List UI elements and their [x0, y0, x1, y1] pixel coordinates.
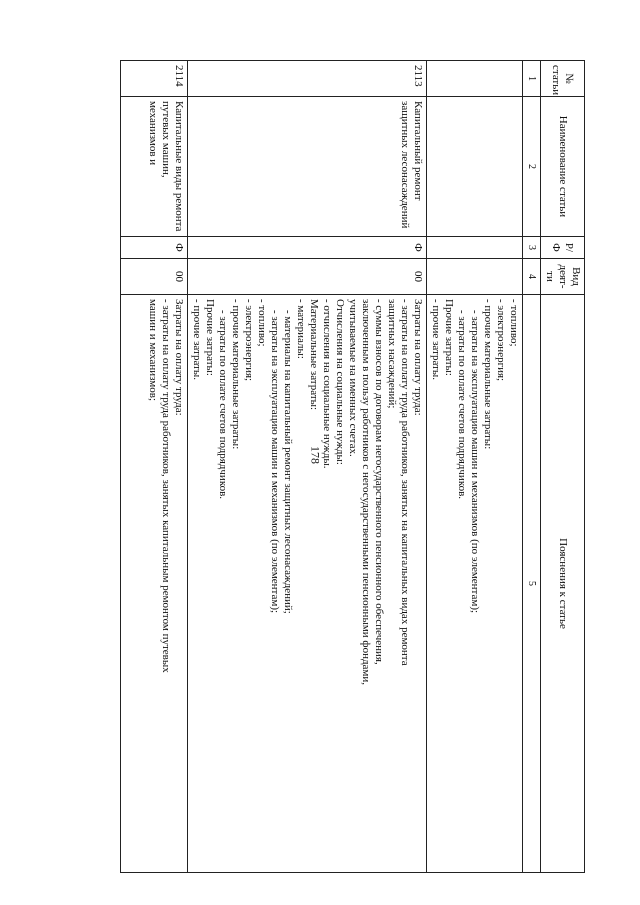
col-number-2: 2 [523, 97, 541, 237]
article-activity: 00 [188, 259, 427, 295]
article-name: Капитальный ремонт защитных лесонасаждений [188, 97, 427, 237]
header-article-name: Наименование статьи [541, 97, 585, 237]
explanation-line: учитываемые на именных счетах. [347, 299, 359, 457]
article-activity [427, 259, 523, 295]
article-rf: Ф [188, 237, 427, 259]
header-article-number: № статьи [541, 61, 585, 97]
articles-table [120, 60, 585, 873]
explanation-line: - прочие затраты. [430, 299, 442, 380]
explanation-line: Прочие затраты: [443, 299, 455, 376]
article-explanation [427, 295, 523, 873]
explanation-line: Прочие затраты: [204, 299, 216, 376]
article-rf: Ф [121, 237, 188, 259]
explanation-line: - затраты на оплату труда работников, занятых на капитальных видах ремонта [399, 299, 411, 666]
article-number: 2113 [188, 61, 427, 97]
explanation-line: Материальные затраты: [308, 299, 320, 411]
col-number-5: 5 [523, 295, 541, 873]
article-name [427, 97, 523, 237]
article-rf [427, 237, 523, 259]
explanation-line: Отчисления на социальные нужды: [334, 299, 346, 465]
col-number-1: 1 [523, 61, 541, 97]
explanation-line: заключенным в пользу работников с негосударственными пенсионными фондами, [360, 299, 372, 686]
explanation-line: - электроэнергия; [495, 299, 507, 382]
table-row [427, 61, 523, 873]
explanation-line: машин и механизмов; [147, 299, 159, 402]
table-row [121, 61, 188, 873]
table-container [120, 60, 585, 873]
explanation-line: - затраты на оплату труда работников, занятых капитальным ремонтом путевых [160, 299, 172, 673]
article-number: 2114 [121, 61, 188, 97]
article-name: Капитальные виды ремонта путевых машин, механизмов и [121, 97, 188, 237]
header-explanation: Пояснения к статье [541, 295, 585, 873]
header-activity-type: Вид деят-ти [541, 259, 585, 295]
col-number-3: 3 [523, 237, 541, 259]
explanation-line: - топливо; [508, 299, 520, 347]
explanation-line: - суммы взносов по договорам негосударственного пенсионного обеспечения, [373, 299, 385, 665]
explanation-line: - топливо; [256, 299, 268, 347]
article-explanation [188, 295, 427, 873]
explanation-line: - затраты на эксплуатацию машин и механизмов (по элементам); [469, 299, 481, 614]
explanation-line: - материалы: [295, 299, 307, 359]
explanation-line: - материалы на капитальный ремонт защитных лесонасаждений; [282, 299, 294, 614]
explanation-line: - электроэнергия; [243, 299, 255, 382]
table-row [188, 61, 427, 873]
article-explanation [121, 295, 188, 873]
page-number: 178 [308, 446, 323, 464]
header-rf: Р/ Ф [541, 237, 585, 259]
explanation-line: - отчисления на социальные нужды. [321, 299, 333, 469]
article-number [427, 61, 523, 97]
explanation-line: - прочие материальные затраты: [230, 299, 242, 450]
article-activity: 00 [121, 259, 188, 295]
explanation-line: Затраты на оплату труда: [412, 299, 424, 416]
explanation-line: - прочие затраты. [191, 299, 203, 380]
explanation-line: защитных насаждений; [386, 299, 398, 409]
explanation-line: - затраты на эксплуатацию машин и механизмов (по элементам); [269, 299, 281, 614]
explanation-line: - затраты по оплате счетов подрядчиков. [217, 299, 229, 500]
explanation-line: Затраты на оплату труда: [173, 299, 185, 416]
explanation-line: - затраты по оплате счетов подрядчиков. [456, 299, 468, 500]
col-number-4: 4 [523, 259, 541, 295]
explanation-line: - прочие материальные затраты: [482, 299, 494, 450]
rotated-page [120, 60, 585, 873]
